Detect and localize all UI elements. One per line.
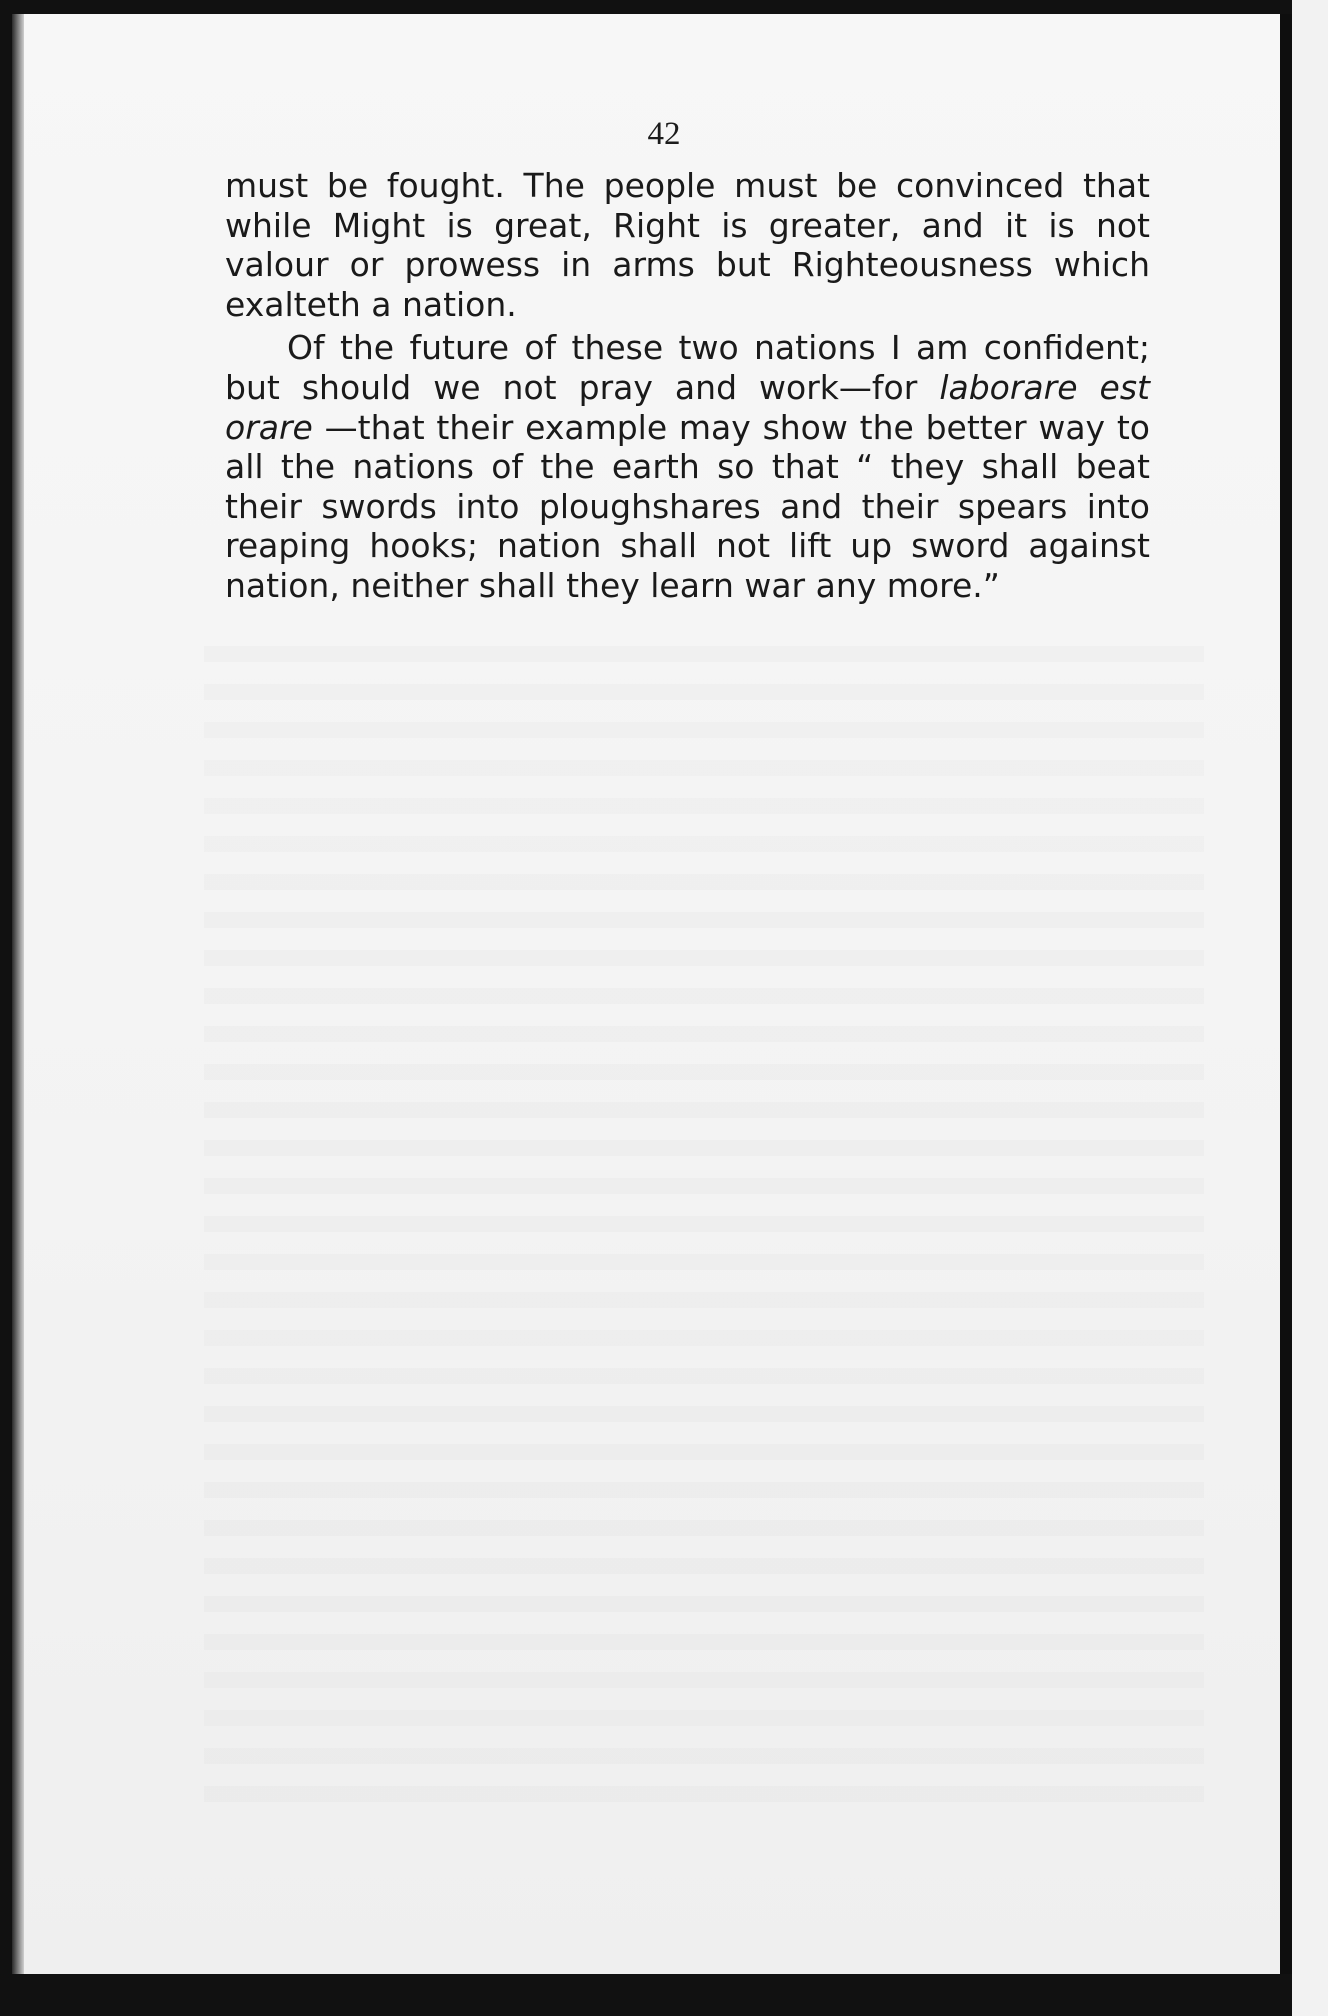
latin-phrase: laborare est orare [225, 367, 1150, 447]
page-number: 42 [647, 116, 681, 152]
body-text [225, 166, 1150, 606]
show-through-bleed [204, 624, 1204, 1804]
paragraph-2 [225, 328, 1150, 605]
scan-right-margin [1292, 0, 1328, 2016]
paragraph-2-text-start: Of the future of these two nations I am confident; but should we not pray and work—for [225, 328, 1150, 407]
page-left-edge [12, 14, 24, 1974]
paragraph-1: must be fought. The people must be convinced that while Might is great, Right is greater, and it is not valour or prowess in arms but Righteousness which exalteth a nation. [225, 166, 1150, 324]
paragraph-2-text-end: —that their example may show the better way to all the nations of the earth so that “ they shall beat their swords into ploughshares and their spears into reaping hooks; nation shall not lift up sword against nation, neither shall they learn war any more.” [225, 407, 1150, 605]
page-right-border [1280, 14, 1292, 1974]
